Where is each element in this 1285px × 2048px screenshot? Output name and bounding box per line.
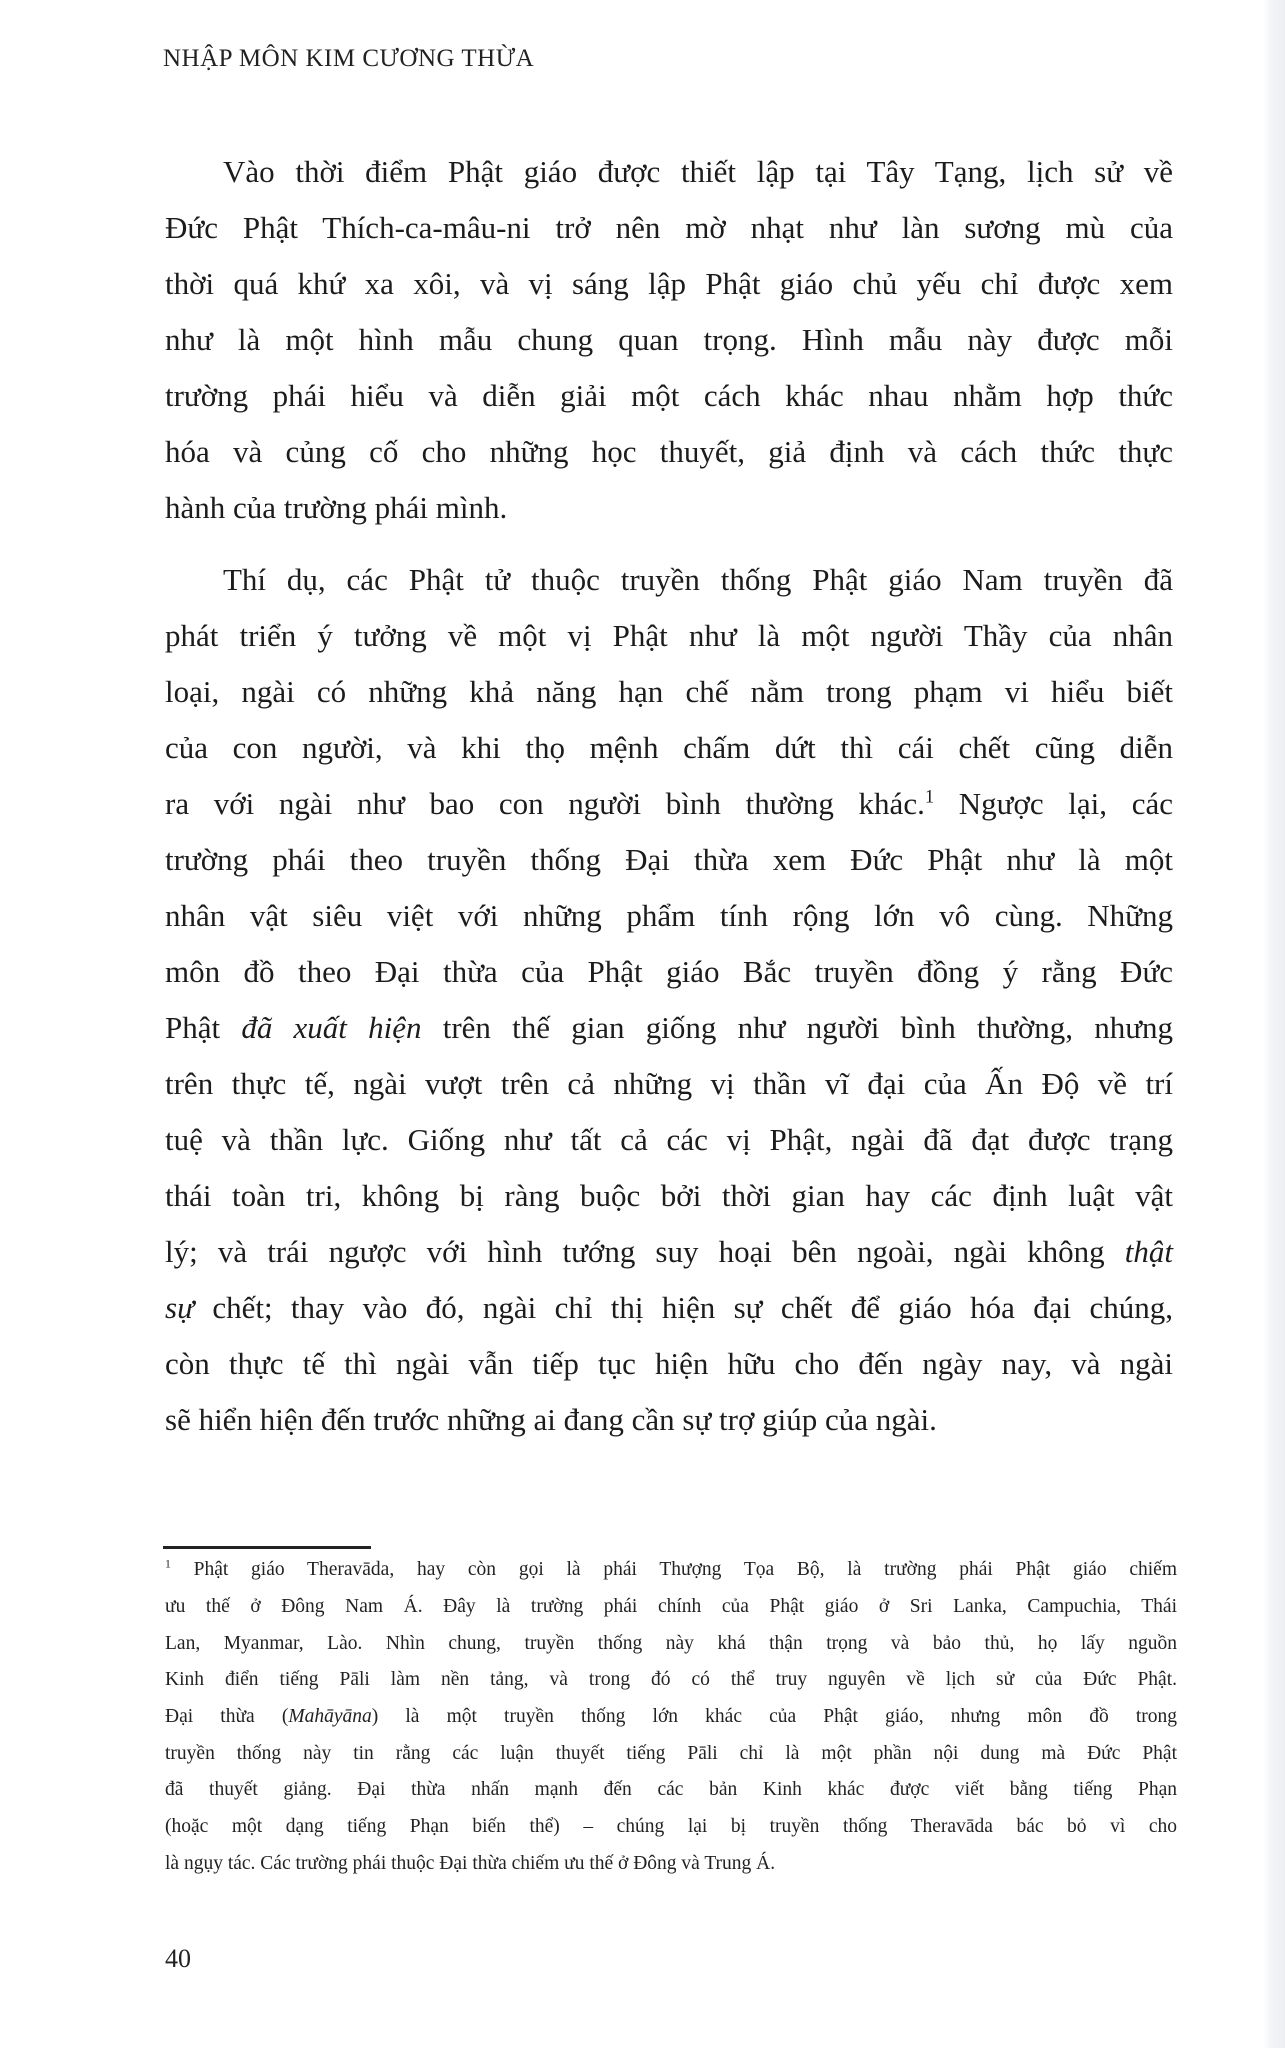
body-line: sẽ hiển hiện đến trước những ai đang cần sự trợ giúp của ngài. xyxy=(165,1402,937,1437)
body-line xyxy=(165,784,1173,824)
body-line: môn đồ theo Đại thừa của Phật giáo Bắc truyền đồng ý rằng Đức xyxy=(165,954,1173,989)
body-line: Vào thời điểm Phật giáo được thiết lập tại Tây Tạng, lịch sử về xyxy=(223,154,1173,189)
body-text: ra với ngài như bao con người bình thường khác. xyxy=(165,786,925,821)
footnote-text: Đại thừa ( xyxy=(165,1706,289,1727)
body-text: lý; và trái ngược với hình tướng suy hoại bên ngoài, ngài không xyxy=(165,1234,1125,1269)
emphasis-text: thật xyxy=(1124,1234,1173,1269)
body-text: Phật xyxy=(165,1010,242,1045)
body-text: chết; thay vào đó, ngài chỉ thị hiện sự chết để giáo hóa đại chúng, xyxy=(193,1290,1173,1325)
body-line: trường phái hiểu và diễn giải một cách khác nhau nhằm hợp thức xyxy=(165,378,1173,413)
footnote-separator xyxy=(163,1546,371,1549)
footnote-line: đã thuyết giảng. Đại thừa nhấn mạnh đến các bản Kinh khác được viết bằng tiếng Phạn xyxy=(165,1779,1177,1800)
body-line: của con người, và khi thọ mệnh chấm dứt thì cái chết cũng diễn xyxy=(165,730,1173,765)
body-line xyxy=(165,1008,1173,1048)
page-number: 40 xyxy=(165,1944,191,1973)
emphasis-text: sự xyxy=(165,1290,194,1325)
body-line: phát triển ý tưởng về một vị Phật như là một người Thầy của nhân xyxy=(165,618,1173,653)
footnote-line xyxy=(165,1557,1177,1583)
footnote-line: Lan, Myanmar, Lào. Nhìn chung, truyền thống này khá thận trọng và bảo thủ, họ lấy nguồn xyxy=(165,1633,1177,1654)
body-line: loại, ngài có những khả năng hạn chế nằm trong phạm vi hiểu biết xyxy=(165,674,1173,709)
footnote-text: Phật giáo Theravāda, hay còn gọi là phái Thượng Tọa Bộ, là trường phái Phật giáo chiếm xyxy=(170,1559,1177,1580)
body-line: trên thực tế, ngài vượt trên cả những vị thần vĩ đại của Ấn Độ về trí xyxy=(165,1066,1173,1101)
footnote-reference[interactable]: 1 xyxy=(924,786,935,808)
footnote-line: Kinh điển tiếng Pāli làm nền tảng, và trong đó có thể truy nguyên về lịch sử của Đức Phật. xyxy=(165,1669,1177,1690)
body-line xyxy=(165,1232,1173,1272)
body-line: nhân vật siêu việt với những phẩm tính rộng lớn vô cùng. Những xyxy=(165,898,1173,933)
body-line: tuệ và thần lực. Giống như tất cả các vị Phật, ngài đã đạt được trạng xyxy=(165,1122,1173,1157)
footnote-marker: 1 xyxy=(165,1557,171,1571)
body-line: hóa và củng cố cho những học thuyết, giả định và cách thức thực xyxy=(165,434,1173,469)
footnote-line xyxy=(165,1704,1177,1730)
page-edge-shadow xyxy=(1263,0,1285,2048)
body-text: Ngược lại, các xyxy=(934,786,1173,821)
running-head: NHẬP MÔN KIM CƯƠNG THỪA xyxy=(163,45,535,72)
body-line: trường phái theo truyền thống Đại thừa xem Đức Phật như là một xyxy=(165,842,1173,877)
body-line: còn thực tế thì ngài vẫn tiếp tục hiện hữu cho đến ngày nay, và ngài xyxy=(165,1346,1173,1381)
body-text: trên thế gian giống như người bình thường, nhưng xyxy=(421,1010,1173,1045)
footnote-line: truyền thống này tin rằng các luận thuyết tiếng Pāli chỉ là một phần nội dung mà Đức Phật xyxy=(165,1743,1177,1764)
body-line: Đức Phật Thích-ca-mâu-ni trở nên mờ nhạt như làn sương mù của xyxy=(165,210,1173,245)
body-line: thái toàn tri, không bị ràng buộc bởi thời gian hay các định luật vật xyxy=(165,1178,1173,1213)
body-line: hành của trường phái mình. xyxy=(165,490,508,525)
emphasis-text: Mahāyāna xyxy=(288,1706,372,1727)
footnote-line: là ngụy tác. Các trường phái thuộc Đại thừa chiếm ưu thế ở Đông và Trung Á. xyxy=(165,1853,776,1874)
footnote-line: (hoặc một dạng tiếng Phạn biến thể) – chúng lại bị truyền thống Theravāda bác bỏ vì cho xyxy=(165,1816,1177,1837)
body-line: Thí dụ, các Phật tử thuộc truyền thống Phật giáo Nam truyền đã xyxy=(223,562,1173,597)
body-line: thời quá khứ xa xôi, và vị sáng lập Phật giáo chủ yếu chỉ được xem xyxy=(165,266,1173,301)
emphasis-text: đã xuất hiện xyxy=(241,1010,422,1045)
body-line xyxy=(165,1288,1173,1328)
footnote-text: ) là một truyền thống lớn khác của Phật giáo, nhưng môn đồ trong xyxy=(371,1706,1178,1727)
body-line: như là một hình mẫu chung quan trọng. Hình mẫu này được mỗi xyxy=(165,322,1173,357)
footnote-line: ưu thế ở Đông Nam Á. Đây là trường phái chính của Phật giáo ở Sri Lanka, Campuchia, Thái xyxy=(165,1596,1177,1617)
